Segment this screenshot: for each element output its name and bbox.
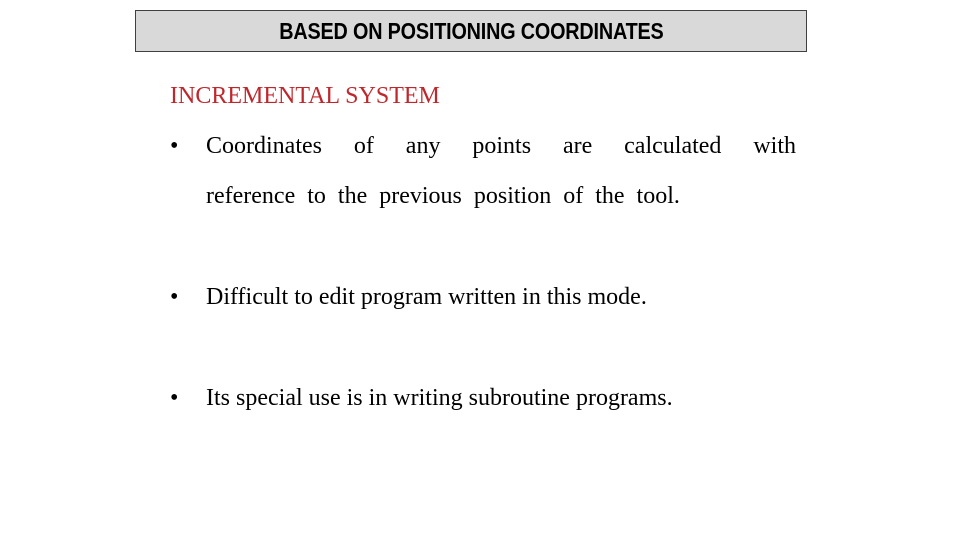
bullet-text-line-1: Coordinates of any points are calculated with (206, 133, 796, 159)
section-heading: INCREMENTAL SYSTEM (170, 83, 440, 109)
bullet-item-2 (170, 272, 796, 322)
bullet-text: Its special use is in writing subroutine programs. (206, 385, 673, 411)
bullet-dot-icon: • (170, 385, 179, 411)
bullet-text: Difficult to edit program written in this mode. (206, 284, 647, 310)
bullet-text-line-2: reference to the previous position of the tool. (206, 183, 680, 209)
bullet-item-1 (170, 121, 796, 221)
title-box (135, 10, 807, 52)
bullet-dot-icon: • (170, 284, 179, 310)
bullet-dot-icon: • (170, 133, 179, 159)
bullet-item-3 (170, 373, 796, 423)
bullet-text (206, 121, 796, 221)
slide-title: BASED ON POSITIONING COORDINATES (278, 17, 664, 44)
